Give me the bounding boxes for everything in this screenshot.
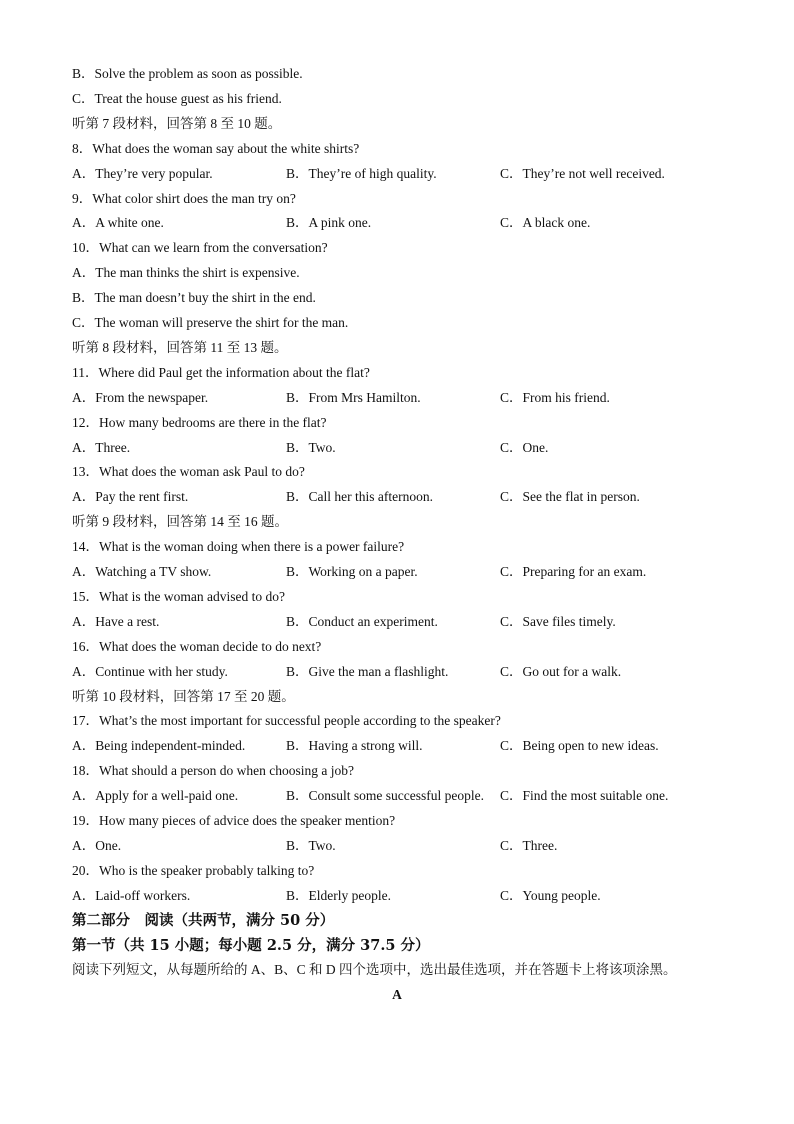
option-c: C．See the flat in person.: [500, 489, 640, 505]
option-a: A．A white one.: [72, 215, 164, 231]
option-a: A．One.: [72, 837, 122, 853]
text-line: C．The woman will preserve the shirt for the man.: [72, 315, 349, 330]
text-line: 16．What does the woman decide to do next?: [72, 638, 322, 654]
option-c: C．Being open to new ideas.: [500, 738, 659, 754]
text-line: C．Treat the house guest as his friend.: [72, 90, 282, 106]
text-line: 15．What is the woman advised to do?: [72, 588, 285, 604]
option-b: B．Consult some successful people.: [286, 788, 484, 804]
option-b: B．Give the man a flashlight.: [286, 663, 449, 679]
option-c: C．Young people.: [500, 887, 601, 903]
text-line: 听第 10 段材料，回答第 17 至 20 题。: [72, 688, 295, 704]
option-c: C．Save files timely.: [500, 613, 616, 629]
text-line: 17．What’s the most important for successful people according to the speaker?: [72, 713, 501, 729]
option-a: A．Have a rest.: [72, 613, 160, 629]
option-a: A．They’re very popular.: [72, 165, 213, 181]
option-b: B．Two.: [286, 837, 336, 853]
option-c: C．Three.: [500, 837, 558, 853]
option-c: C．Find the most suitable one.: [500, 788, 669, 804]
option-a: A．Apply for a well-paid one.: [72, 788, 239, 804]
option-b: B．Having a strong will.: [286, 738, 423, 754]
text-line: 8．What does the woman say about the white shirts?: [72, 140, 360, 156]
section-heading: 第二部分 阅读（共两节，满分 50 分）: [72, 911, 335, 929]
text-line: B．Solve the problem as soon as possible.: [72, 66, 303, 81]
text-line: 14．What is the woman doing when there is a power failure?: [72, 539, 405, 555]
option-b: B．Two.: [286, 439, 336, 455]
text-line: 13．What does the woman ask Paul to do?: [72, 464, 305, 480]
option-b: B．Conduct an experiment.: [286, 613, 438, 629]
option-b: B．A pink one.: [286, 215, 372, 231]
option-c: C．Preparing for an exam.: [500, 564, 647, 579]
option-c: C．One.: [500, 439, 549, 455]
option-c: C．Go out for a walk.: [500, 663, 622, 679]
text-line: 11．Where did Paul get the information about the flat?: [72, 364, 370, 380]
section-heading: 第一节（共 15 小题；每小题 2.5 分，满分 37.5 分）: [72, 936, 430, 954]
option-a: A．Pay the rent first.: [72, 489, 189, 505]
option-c: C．A black one.: [500, 215, 591, 231]
option-a: A．Watching a TV show.: [72, 564, 212, 579]
text-line: 听第 9 段材料，回答第 14 至 16 题。: [72, 514, 288, 530]
option-c: C．From his friend.: [500, 389, 610, 405]
option-b: B．They’re of high quality.: [286, 165, 437, 181]
option-a: A．From the newspaper.: [72, 389, 209, 405]
option-c: C．They’re not well received.: [500, 165, 665, 181]
option-a: A．Continue with her study.: [72, 663, 228, 679]
option-b: B．Elderly people.: [286, 887, 391, 903]
text-line: 10．What can we learn from the conversation?: [72, 240, 328, 256]
option-b: B．From Mrs Hamilton.: [286, 389, 421, 405]
text-line: 阅读下列短文，从每题所给的 A、B、C 和 D 四个选项中，选出最佳选项，并在答题卡上将该项涂黑。: [72, 962, 677, 978]
text-line: 听第 8 段材料，回答第 11 至 13 题。: [72, 339, 288, 355]
text-line: 9．What color shirt does the man try on?: [72, 190, 296, 206]
text-line: 听第 7 段材料，回答第 8 至 10 题。: [72, 115, 282, 131]
option-a: A．Three.: [72, 439, 131, 455]
option-b: B．Working on a paper.: [286, 564, 418, 579]
option-a: A．Laid-off workers.: [72, 887, 191, 903]
text-line: B．The man doesn’t buy the shirt in the end.: [72, 290, 316, 306]
text-line: 12．How many bedrooms are there in the flat?: [72, 414, 327, 430]
option-a: A．Being independent-minded.: [72, 738, 246, 754]
text-line: 18．What should a person do when choosing a job?: [72, 763, 354, 779]
text-line: 19．How many pieces of advice does the speaker mention?: [72, 813, 396, 828]
passage-label: A: [392, 987, 402, 1003]
text-line: A．The man thinks the shirt is expensive.: [72, 265, 300, 281]
text-line: 20．Who is the speaker probably talking to?: [72, 862, 315, 878]
option-b: B．Call her this afternoon.: [286, 489, 433, 505]
